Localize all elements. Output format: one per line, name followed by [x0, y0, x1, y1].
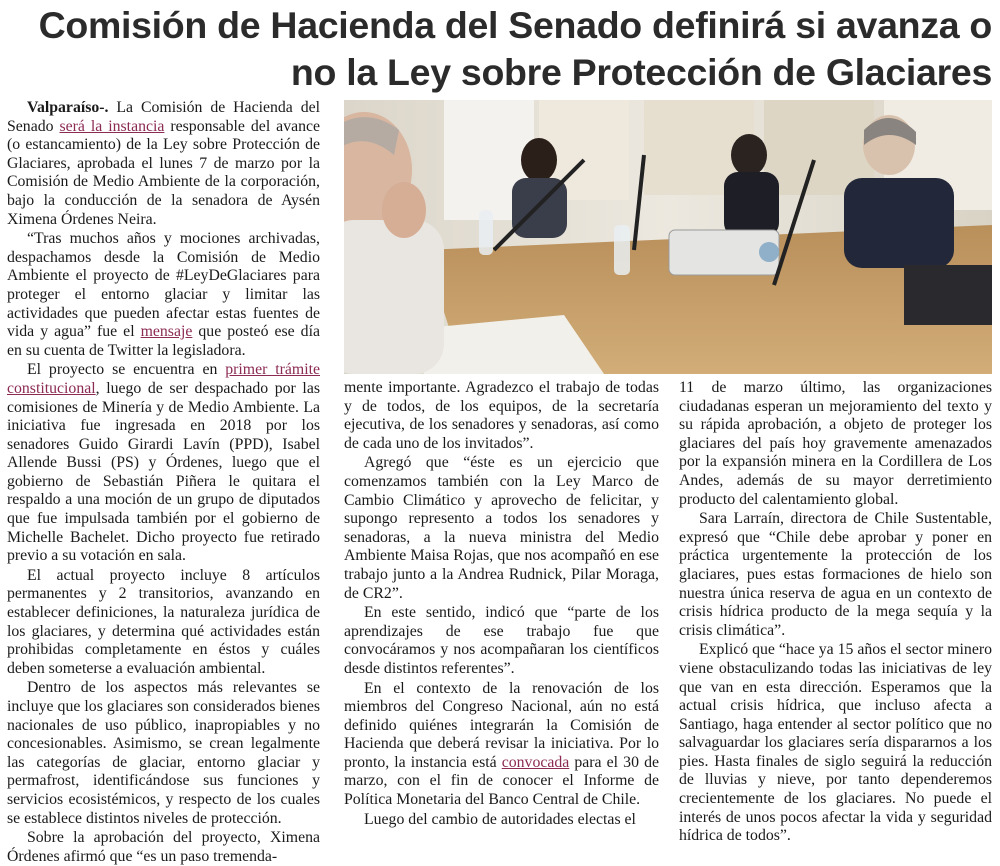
paragraph-5: Dentro de los aspectos más relevantes se incluye que los glaciares son considerados bienes nacionales de uso público, inapropiables y no concesionables. Asimismo, se crean legalmente las categorías de glaciar, entorno glaciar y permafrost, identificándose sus funciones y servicios ecosistémicos, y respecto de los cuales se establece distintos niveles de protección.	[7, 679, 320, 827]
paragraph-11: Luego del cambio de autoridades electas el	[364, 810, 636, 828]
person-body	[844, 178, 954, 268]
paragraph-7: mente importante. Agradezco el trabajo de todas y de todos, de los equipos, de la secretaría ejecutiva, de los senadores y senadoras, así como de cada uno de los invitados”.	[344, 379, 659, 452]
person-head	[731, 134, 767, 176]
paragraph-9: En este sentido, indicó que “parte de los aprendizajes de ese trabajo fue que convocáramos y nos acompañaran los científicos desde distintos referentes”.	[344, 604, 659, 677]
paragraph-text: responsable del avance (o estancamiento) de la Ley sobre Protección de Glaciares, aprobada el lunes 7 de marzo por la Comisión de Medio Ambiente de la corporación, bajo la conducción de la senadora de Aysén Ximena Órdenes Neira.	[7, 117, 321, 228]
paragraph-3	[7, 361, 320, 566]
laptop	[904, 265, 992, 325]
link-sera-la-instancia[interactable]: será la instancia	[59, 117, 165, 135]
paragraph-8: Agregó que “éste es un ejercicio que comenzamos también con la Ley Marco de Cambio Climático y aprovecho de felicitar, y supongo represento a todos los senadores y senadoras, a la nueva ministra del Medio Ambiente Maisa Rojas, que nos acompañó en ese trabajo junto a la Andrea Rudnick, Pilar Moraga, de CR2”.	[344, 454, 659, 602]
person-body	[344, 220, 444, 374]
water-bottle	[614, 225, 630, 275]
paragraph-12: 11 de marzo último, las organizaciones ciudadanas esperan un mejoramiento del texto y su rápida aprobación, a objeto de proteger los glaciares del país hoy gravemente amenazados por la expansión minera en la Cordillera de Los Andes, además de su mayor derretimiento producto del calentamiento global.	[679, 379, 992, 508]
water-bottle	[479, 210, 493, 255]
headline-line-2: no la Ley sobre Protección de Glaciares	[290, 51, 992, 93]
paragraph-text: El proyecto se encuentra en	[27, 361, 226, 379]
article-photo	[344, 100, 992, 374]
paragraph-1	[7, 99, 320, 229]
paragraph-2	[7, 230, 320, 360]
paragraph-text: La Comisión de Hacienda del Senado	[7, 99, 320, 135]
paragraph-10	[344, 680, 659, 810]
article-column-1	[7, 99, 320, 866]
paragraph-text: que posteó ese día en su cuenta de Twitter la legisladora.	[7, 323, 320, 359]
paragraph-text: para el 30 de marzo, con el fin de conocer el Informe de Política Monetaria del Banco Central de Chile.	[344, 753, 659, 809]
person-body	[724, 172, 779, 237]
link-mensaje[interactable]: mensaje	[140, 323, 193, 341]
dateline: Valparaíso-.	[27, 99, 109, 116]
hand	[382, 182, 426, 238]
projector-lens	[759, 242, 779, 262]
person-head	[521, 138, 557, 182]
paragraph-text: , luego de ser despachado por las comisiones de Minería y de Medio Ambiente. La iniciativa fue ingresada en 2018 por los senadores Guido Girardi Lavín (PPD), Isabel Allende Bussi (PS) y Órdenes, luego que el gobierno de Sebastián Piñera le quitara el respaldo a una moción de un grupo de diputados que fue impulsada también por el gobierno de Michelle Bachelet. Dicho proyecto fue retirado previo a su votación en sala.	[7, 379, 320, 565]
paragraph-text: “Tras muchos años y mociones archivadas, despachamos desde la Comisión de Medio Ambiente el proyecto de #LeyDeGlaciares para proteger el entorno glaciar y limitar las actividades que pueden afectar estas fuentes de vida y agua” fue el	[7, 230, 320, 341]
article-column-3	[679, 379, 992, 846]
link-convocada[interactable]: convocada	[501, 753, 570, 771]
paragraph-4: El actual proyecto incluye 8 artículos permanentes y 2 transitorios, avanzando en establecer definiciones, la naturaleza jurídica de los glaciares, y determina qué actividades están prohibidas completamente en éstos y cuáles deben someterse a evaluación ambiental.	[7, 566, 320, 677]
meeting-photo-illustration	[344, 100, 992, 374]
article-column-2	[344, 379, 659, 829]
paragraph-13: Sara Larraín, directora de Chile Sustentable, expresó que “Chile debe aprobar y poner en práctica urgentemente la protección de los glaciares, pues estas formaciones de hielo son nuestra única reserva de agua en un contexto de crisis hídrica producto de la mega sequía y la crisis climática”.	[679, 510, 992, 639]
headline-line-1: Comisión de Hacienda del Senado definirá si avanza o	[38, 4, 992, 46]
link-primer-tramite-constitucional[interactable]: primer trámite constitucional	[7, 361, 320, 397]
paragraph-text: En el contexto de la renovación de los miembros del Congreso Nacional, aún no está definido quiénes integrarán la Comisión de Hacienda que deberá revisar la iniciativa. Por lo pronto, la instancia está	[344, 679, 659, 771]
paragraph-6: Sobre la aprobación del proyecto, Ximena Órdenes afirmó que “es un paso tremenda-	[7, 829, 320, 865]
headline	[0, 2, 992, 96]
paragraph-14: Explicó que “hace ya 15 años el sector minero viene obstaculizando todas las iniciativas de ley que van en esta dirección. Esperamos que la actual crisis hídrica, que incluso afecta a Santiago, haga entender al sector político que no salvaguardar los glaciares sería dispararnos a los pies. Hasta finales de siglo seguirá la reducción de lluvias y nieve, por tanto dependeremos crecientemente de los glaciares. No puede el interés de unos pocos afectar la vida y seguridad hídrica de todos”.	[679, 641, 993, 845]
